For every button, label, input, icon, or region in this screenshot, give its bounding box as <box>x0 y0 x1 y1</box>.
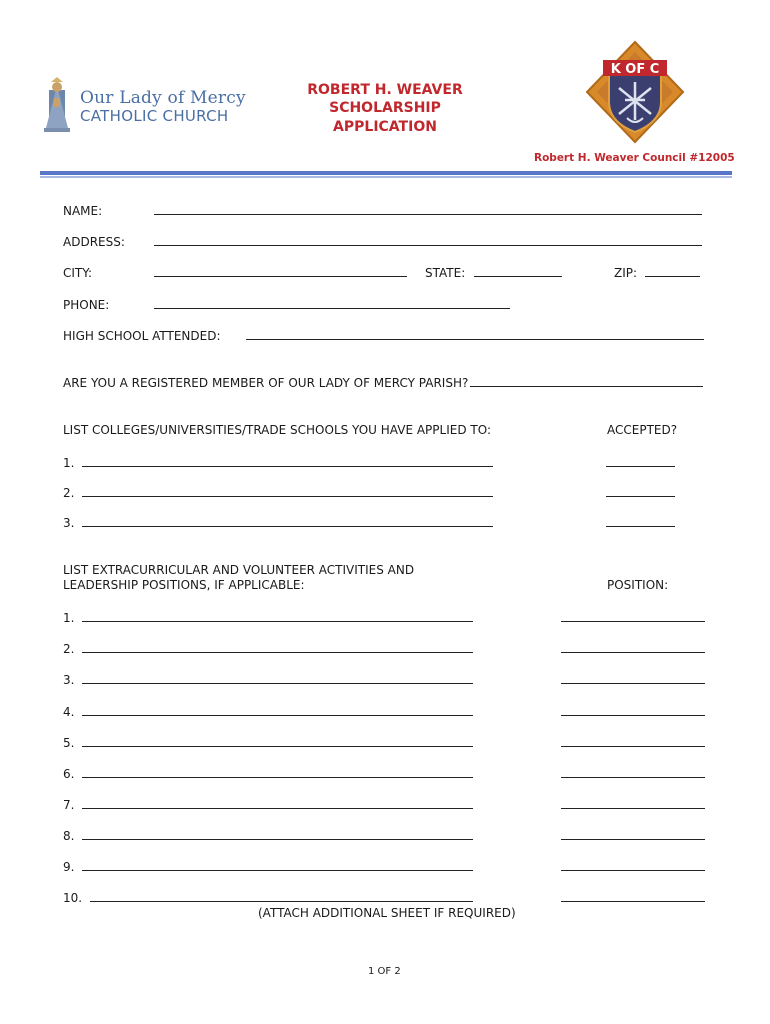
position-input-line[interactable] <box>561 715 705 716</box>
position-input-line[interactable] <box>561 870 705 871</box>
position-input-line[interactable] <box>561 746 705 747</box>
accepted-input-line[interactable] <box>606 466 675 467</box>
accepted-heading: ACCEPTED? <box>607 423 678 437</box>
college-input-line[interactable] <box>82 526 493 527</box>
college-input-line[interactable] <box>82 496 493 497</box>
zip-label: ZIP: <box>614 266 638 280</box>
high-school-label: HIGH SCHOOL ATTENDED: <box>63 329 221 343</box>
name-label: NAME: <box>63 204 103 218</box>
name-input-line[interactable] <box>154 214 702 215</box>
activity-number: 6. <box>63 767 75 781</box>
activity-input-line[interactable] <box>82 839 473 840</box>
colleges-heading: LIST COLLEGES/UNIVERSITIES/TRADE SCHOOLS YOU HAVE APPLIED TO: <box>63 423 491 437</box>
activity-input-line[interactable] <box>82 777 473 778</box>
college-number: 3. <box>63 516 75 530</box>
title-line3: APPLICATION <box>333 119 437 135</box>
header-rule <box>40 171 732 175</box>
attach-note: (ATTACH ADDITIONAL SHEET IF REQUIRED) <box>258 906 516 920</box>
city-label: CITY: <box>63 266 93 280</box>
church-name-line1: Our Lady of Mercy <box>80 88 246 108</box>
church-logo <box>40 76 246 134</box>
activity-number: 7. <box>63 798 75 812</box>
member-question-label: ARE YOU A REGISTERED MEMBER OF OUR LADY OF MERCY PARISH? <box>63 376 469 390</box>
activity-number: 8. <box>63 829 75 843</box>
activity-number: 10. <box>63 891 83 905</box>
knights-of-columbus-emblem-icon <box>585 40 685 144</box>
church-name-line2: CATHOLIC CHURCH <box>80 107 229 125</box>
activity-number: 5. <box>63 736 75 750</box>
activity-number: 2. <box>63 642 75 656</box>
activity-number: 9. <box>63 860 75 874</box>
position-input-line[interactable] <box>561 808 705 809</box>
activity-number: 1. <box>63 611 75 625</box>
activity-number: 4. <box>63 705 75 719</box>
activity-number: 3. <box>63 673 75 687</box>
activity-input-line[interactable] <box>82 870 473 871</box>
activity-input-line[interactable] <box>82 621 473 622</box>
address-label: ADDRESS: <box>63 235 125 249</box>
activities-heading-line1: LIST EXTRACURRICULAR AND VOLUNTEER ACTIVITIES AND <box>63 563 415 577</box>
zip-input-line[interactable] <box>645 276 700 277</box>
activity-input-line[interactable] <box>82 683 473 684</box>
header-rule-light <box>40 176 732 178</box>
activity-input-line[interactable] <box>82 652 473 653</box>
position-input-line[interactable] <box>561 652 705 653</box>
svg-text:K OF C: K OF C <box>610 62 660 77</box>
member-answer-line[interactable] <box>470 386 703 387</box>
title-line1: ROBERT H. WEAVER <box>307 82 463 98</box>
college-number: 1. <box>63 456 75 470</box>
phone-label: PHONE: <box>63 298 110 312</box>
position-input-line[interactable] <box>561 839 705 840</box>
high-school-input-line[interactable] <box>246 339 704 340</box>
address-input-line[interactable] <box>154 245 702 246</box>
city-input-line[interactable] <box>154 276 407 277</box>
position-input-line[interactable] <box>561 777 705 778</box>
position-input-line[interactable] <box>561 901 705 902</box>
college-number: 2. <box>63 486 75 500</box>
position-input-line[interactable] <box>561 683 705 684</box>
activity-input-line[interactable] <box>82 746 473 747</box>
accepted-input-line[interactable] <box>606 526 675 527</box>
title-line2: SCHOLARSHIP <box>329 100 441 116</box>
council-name: Robert H. Weaver Council #12005 <box>534 152 735 164</box>
activity-input-line[interactable] <box>82 715 473 716</box>
state-label: STATE: <box>425 266 466 280</box>
madonna-figure-icon <box>40 76 74 132</box>
activity-input-line[interactable] <box>82 808 473 809</box>
accepted-input-line[interactable] <box>606 496 675 497</box>
activity-input-line[interactable] <box>90 901 473 902</box>
position-input-line[interactable] <box>561 621 705 622</box>
position-heading: POSITION: <box>607 578 669 592</box>
college-input-line[interactable] <box>82 466 493 467</box>
activities-heading-line2: LEADERSHIP POSITIONS, IF APPLICABLE: <box>63 578 305 592</box>
page-number: 1 OF 2 <box>368 966 401 977</box>
phone-input-line[interactable] <box>154 308 510 309</box>
state-input-line[interactable] <box>474 276 562 277</box>
